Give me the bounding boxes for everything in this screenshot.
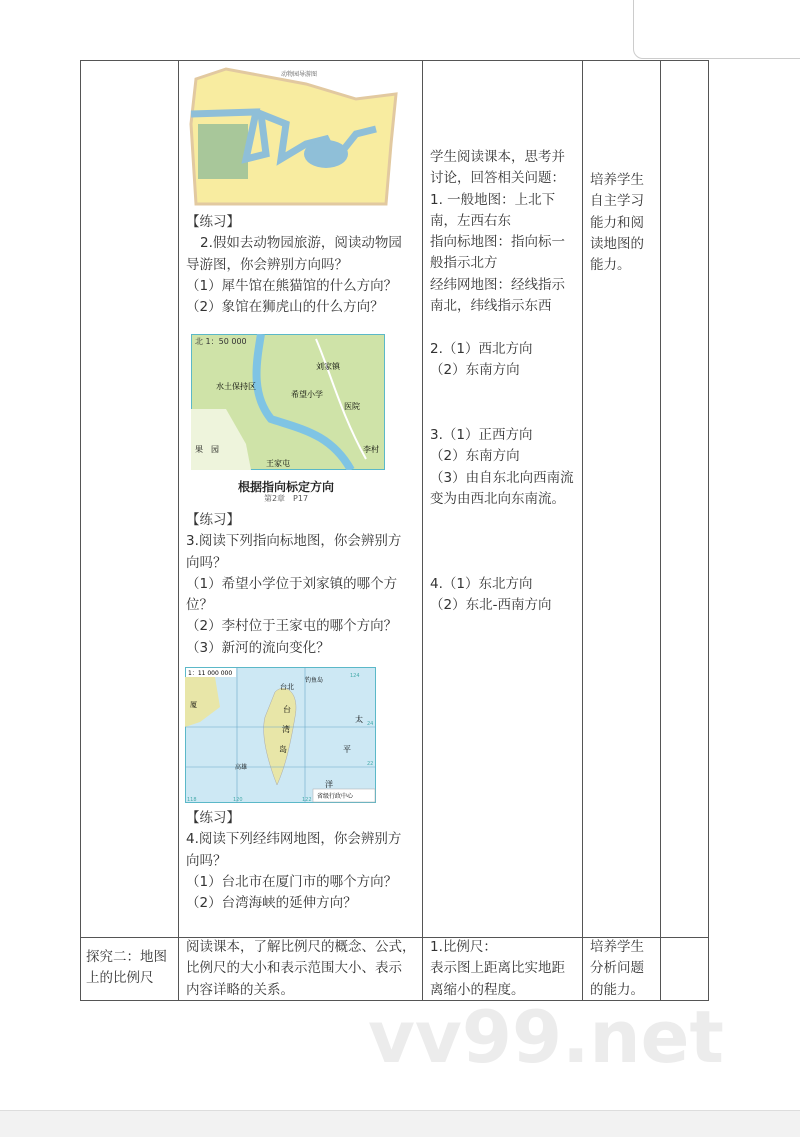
intent-line: 的能力。: [590, 981, 644, 998]
answer-line: （2）东南方向: [430, 448, 520, 465]
answer-line: 3.（1）正西方向: [430, 427, 533, 443]
sub-question: 位？: [186, 597, 213, 614]
map-label: 王家屯: [266, 459, 290, 468]
map-label: 洋: [325, 780, 333, 789]
section-title-line: 探究二：地图: [86, 949, 167, 965]
section-title-line: 上的比例尺: [86, 970, 154, 987]
scale-definition: [430, 937, 565, 1001]
column-divider: [660, 60, 661, 1001]
map2-caption: 根据指向标定方向: [237, 480, 334, 494]
answer-line: 表示图上距离比实地距: [430, 960, 565, 977]
answer-line: 南北，纬线指示东西: [430, 298, 552, 315]
map-label: 厦: [190, 701, 197, 709]
answer-line: （3）由自东北向西南流: [430, 469, 574, 486]
map1-title: 动物园导游图: [281, 71, 318, 78]
practice-2: [186, 212, 402, 318]
activity-line: 阅读课本，了解比例尺的概念、公式，: [186, 939, 416, 955]
practice-4: [186, 808, 401, 914]
watermark: vv99.net: [368, 995, 724, 1079]
answer-line: （2）东北-西南方向: [430, 597, 552, 614]
activity-line: 比例尺的大小和表示范围大小、表示: [186, 960, 402, 977]
question-text: 向吗？: [186, 554, 227, 571]
answer-2: [430, 339, 532, 382]
question-text: 向吗？: [186, 852, 227, 869]
design-intent-2: [590, 937, 644, 1001]
practice-heading: 【练习】: [186, 810, 240, 826]
student-activity-intro: [430, 147, 565, 317]
activity-line: 内容详略的关系。: [186, 981, 294, 998]
tick-label: 22: [367, 761, 374, 767]
column-divider: [422, 60, 423, 1001]
bottom-bar: [0, 1110, 800, 1137]
direction-marker-map: [191, 334, 385, 470]
answer-line: 4.（1）东北方向: [430, 576, 533, 592]
answer-line: 2.（1）西北方向: [430, 341, 533, 357]
question-text: 3.阅读下列指向标地图，你会辨别方: [186, 533, 402, 550]
zoo-guide-map: [186, 64, 400, 209]
tick-label: 124: [350, 673, 360, 679]
intent-line: 培养学生: [590, 172, 644, 188]
answer-3: [430, 425, 574, 510]
table-border: [80, 60, 709, 61]
teacher-activity: [186, 937, 416, 1001]
column-divider: [178, 60, 179, 1001]
answer-line: 讨论，回答相关问题：: [430, 170, 565, 187]
map-label: 希望小学: [291, 390, 323, 399]
map-label: 高雄: [235, 764, 248, 771]
answer-line: 般指示北方: [430, 255, 498, 272]
map-label: 水土保持区: [216, 382, 256, 391]
map2-scale: 北 1：50 000: [195, 337, 247, 346]
intent-line: 分析问题: [590, 960, 644, 977]
map-label: 岛: [279, 745, 287, 754]
tick-label: 120: [233, 797, 243, 803]
practice-3: [186, 510, 401, 659]
map-label: 太: [355, 715, 363, 724]
answer-line: （2）东南方向: [430, 362, 520, 379]
intent-line: 能力。: [590, 257, 631, 274]
sub-question: （1）希望小学位于刘家镇的哪个方: [186, 575, 398, 592]
answer-line: 1.比例尺：: [430, 939, 497, 955]
sub-question: （1）犀牛馆在熊猫馆的什么方向？: [186, 277, 398, 294]
map-label: 台北: [280, 683, 294, 691]
answer-line: 学生阅读课本，思考并: [430, 149, 565, 165]
corner-frame: [633, 0, 800, 59]
tick-label: 24: [367, 721, 374, 727]
map-label: 李村: [363, 445, 379, 454]
column-divider: [708, 60, 709, 1001]
answer-line: 经纬网地图：经线指示: [430, 276, 565, 293]
column-divider: [80, 60, 81, 1001]
sub-question: （3）新河的流向变化？: [186, 639, 330, 656]
answer-line: 1. 一般地图：上北下: [430, 191, 556, 208]
answer-line: 南，左西右东: [430, 212, 511, 229]
intent-line: 读地图的: [590, 235, 644, 252]
intent-line: 培养学生: [590, 939, 644, 955]
section-title: [86, 947, 167, 990]
taiwan-grid-map: [185, 667, 376, 803]
answer-line: 离缩小的程度。: [430, 981, 525, 998]
answer-4: [430, 574, 551, 617]
practice-heading: 【练习】: [186, 214, 240, 230]
map3-scale: 1：11 000 000: [188, 670, 233, 677]
map2-subcaption: 第2章 P17: [263, 494, 309, 503]
map-label: 台: [283, 705, 291, 714]
practice-heading: 【练习】: [186, 512, 240, 528]
map-label: 湾: [282, 725, 290, 734]
sub-question: （2）台湾海峡的延伸方向？: [186, 895, 357, 912]
question-text: 导游图，你会辨别方向吗？: [186, 256, 348, 273]
map-label: 刘家镇: [316, 362, 340, 371]
answer-line: 变为由西北向东南流。: [430, 490, 565, 507]
column-divider: [582, 60, 583, 1001]
map3-legend: 省级行政中心: [317, 793, 354, 800]
sub-question: （1）台北市在厦门市的哪个方向？: [186, 873, 398, 890]
map-label: 钓鱼岛: [305, 677, 324, 684]
question-text: 4.阅读下列经纬网地图，你会辨别方: [186, 831, 402, 848]
sub-question: （2）李村位于王家屯的哪个方向？: [186, 618, 398, 635]
map-label: 医院: [344, 402, 360, 411]
intent-line: 能力和阅: [590, 214, 644, 231]
question-text: 2.假如去动物园旅游，阅读动物园: [200, 235, 402, 252]
tick-label: 118: [187, 797, 197, 803]
answer-line: 指向标地图：指向标一: [430, 234, 565, 251]
map-label: 果 园: [195, 445, 219, 454]
design-intent: [590, 170, 644, 276]
sub-question: （2）象馆在狮虎山的什么方向？: [186, 299, 384, 316]
intent-line: 自主学习: [590, 193, 644, 210]
tick-label: 122: [302, 797, 312, 803]
map-label: 平: [343, 745, 351, 754]
